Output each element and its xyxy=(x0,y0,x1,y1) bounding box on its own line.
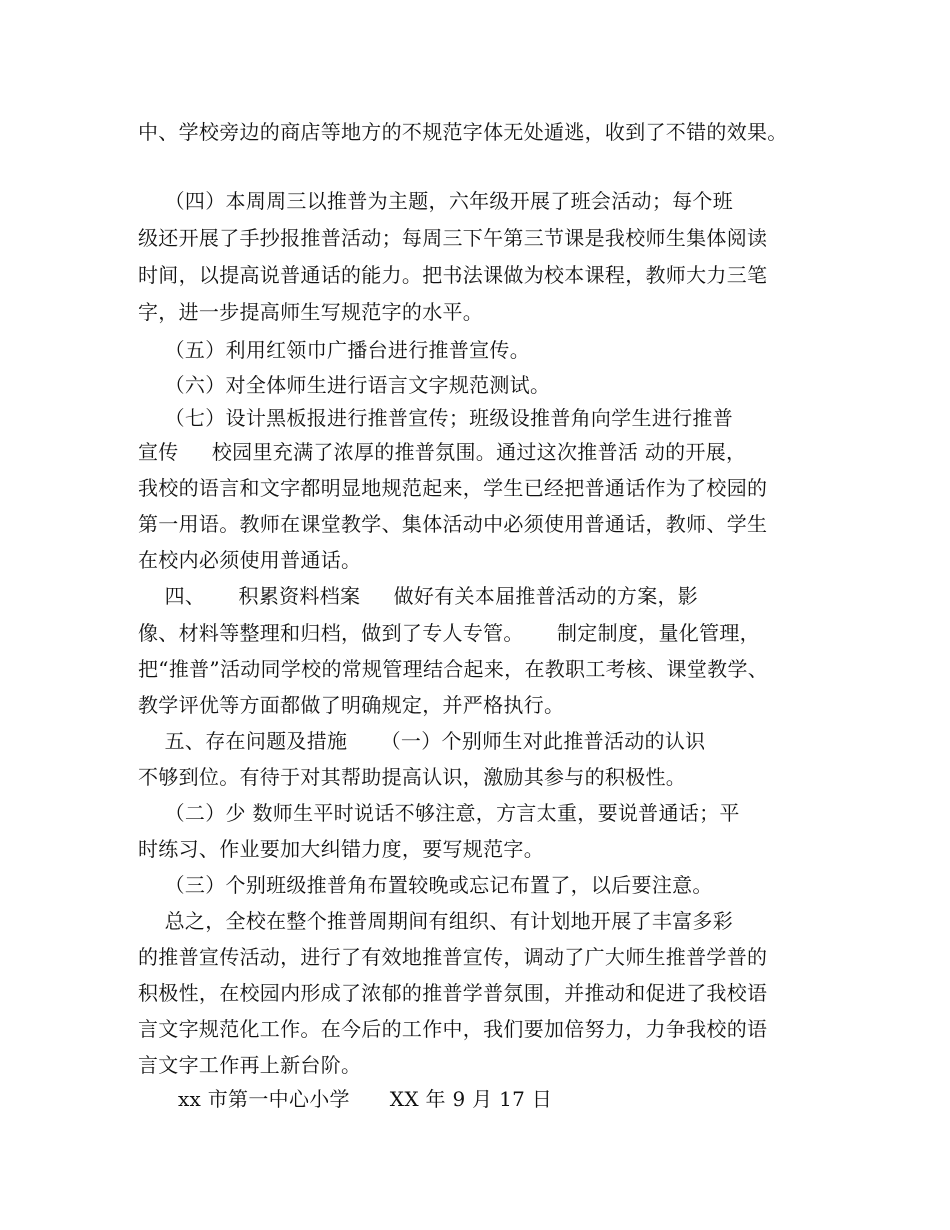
text-line: 我校的语言和文字都明显地规范起来，学生已经把普通话作为了校园的 xyxy=(138,476,768,500)
text-line: 教学评优等方面都做了明确规定，并严格执行。 xyxy=(138,693,565,717)
text-line: （四）本周周三以推普为主题，六年级开展了班会活动；每个班 xyxy=(138,189,734,213)
text-line: 在校内必须使用普通话。 xyxy=(138,548,362,572)
text-line: 宣传 校园里充满了浓厚的推普氛围。通过这次推普活 动的开展， xyxy=(138,440,747,464)
text-line: 把“推普”活动同学校的常规管理结合起来，在教职工考核、课堂教学、 xyxy=(138,657,769,681)
text-line: （七）设计黑板报进行推普宣传；班级设推普角向学生进行推普 xyxy=(138,406,734,430)
text-line: 像、材料等整理和归档，做到了专人专管。 制定制度，量化管理， xyxy=(138,621,760,645)
text-line: 五、存在问题及措施 （一）个别师生对此推普活动的认识 xyxy=(138,729,706,753)
text-line: 第一用语。教师在课堂教学、集体活动中必须使用普通话，教师、学生 xyxy=(138,512,768,536)
text-line: （六）对全体师生进行语言文字规范测试。 xyxy=(138,373,551,397)
text-line: 四、 积累资料档案 做好有关本届推普活动的方案，影 xyxy=(138,584,699,608)
text-line: 总之，全校在整个推普周期间有组织、有计划地开展了丰富多彩 xyxy=(138,909,734,933)
text-line: （五）利用红领巾广播台进行推普宣传。 xyxy=(138,338,531,362)
text-line: 级还开展了手抄报推普活动；每周三下午第三节课是我校师生集体阅读 xyxy=(138,226,768,250)
text-line: （二）少 数师生平时说话不够注意，方言太重，要说普通话；平 xyxy=(138,801,740,825)
text-line: 时间，以提高说普通话的能力。把书法课做为校本课程，教师大力三笔 xyxy=(138,263,768,287)
text-line: 积极性，在校园内形成了浓郁的推普学普氛围，并推动和促进了我校语 xyxy=(138,981,768,1005)
text-line: 中、学校旁边的商店等地方的不规范字体无处遁逃，收到了不错的效果。 xyxy=(138,120,788,144)
text-line: 的推普宣传活动，进行了有效地推普宣传，调动了广大师生推普学普的 xyxy=(138,945,768,969)
text-line: 时练习、作业要加大纠错力度，要写规范字。 xyxy=(138,837,544,861)
text-line: 不够到位。有待于对其帮助提高认识，激励其参与的积极性。 xyxy=(138,765,687,789)
signature-line: xx 市第一中心小学 XX 年 9 月 17 日 xyxy=(138,1087,553,1111)
text-line: 字，进一步提高师生写规范字的水平。 xyxy=(138,300,484,324)
text-line: （三）个别班级推普角布置较晚或忘记布置了，以后要注意。 xyxy=(138,873,713,897)
text-line: 言文字规范化工作。在今后的工作中，我们要加倍努力，力争我校的语 xyxy=(138,1017,768,1041)
text-line: 言文字工作再上新台阶。 xyxy=(138,1053,362,1077)
